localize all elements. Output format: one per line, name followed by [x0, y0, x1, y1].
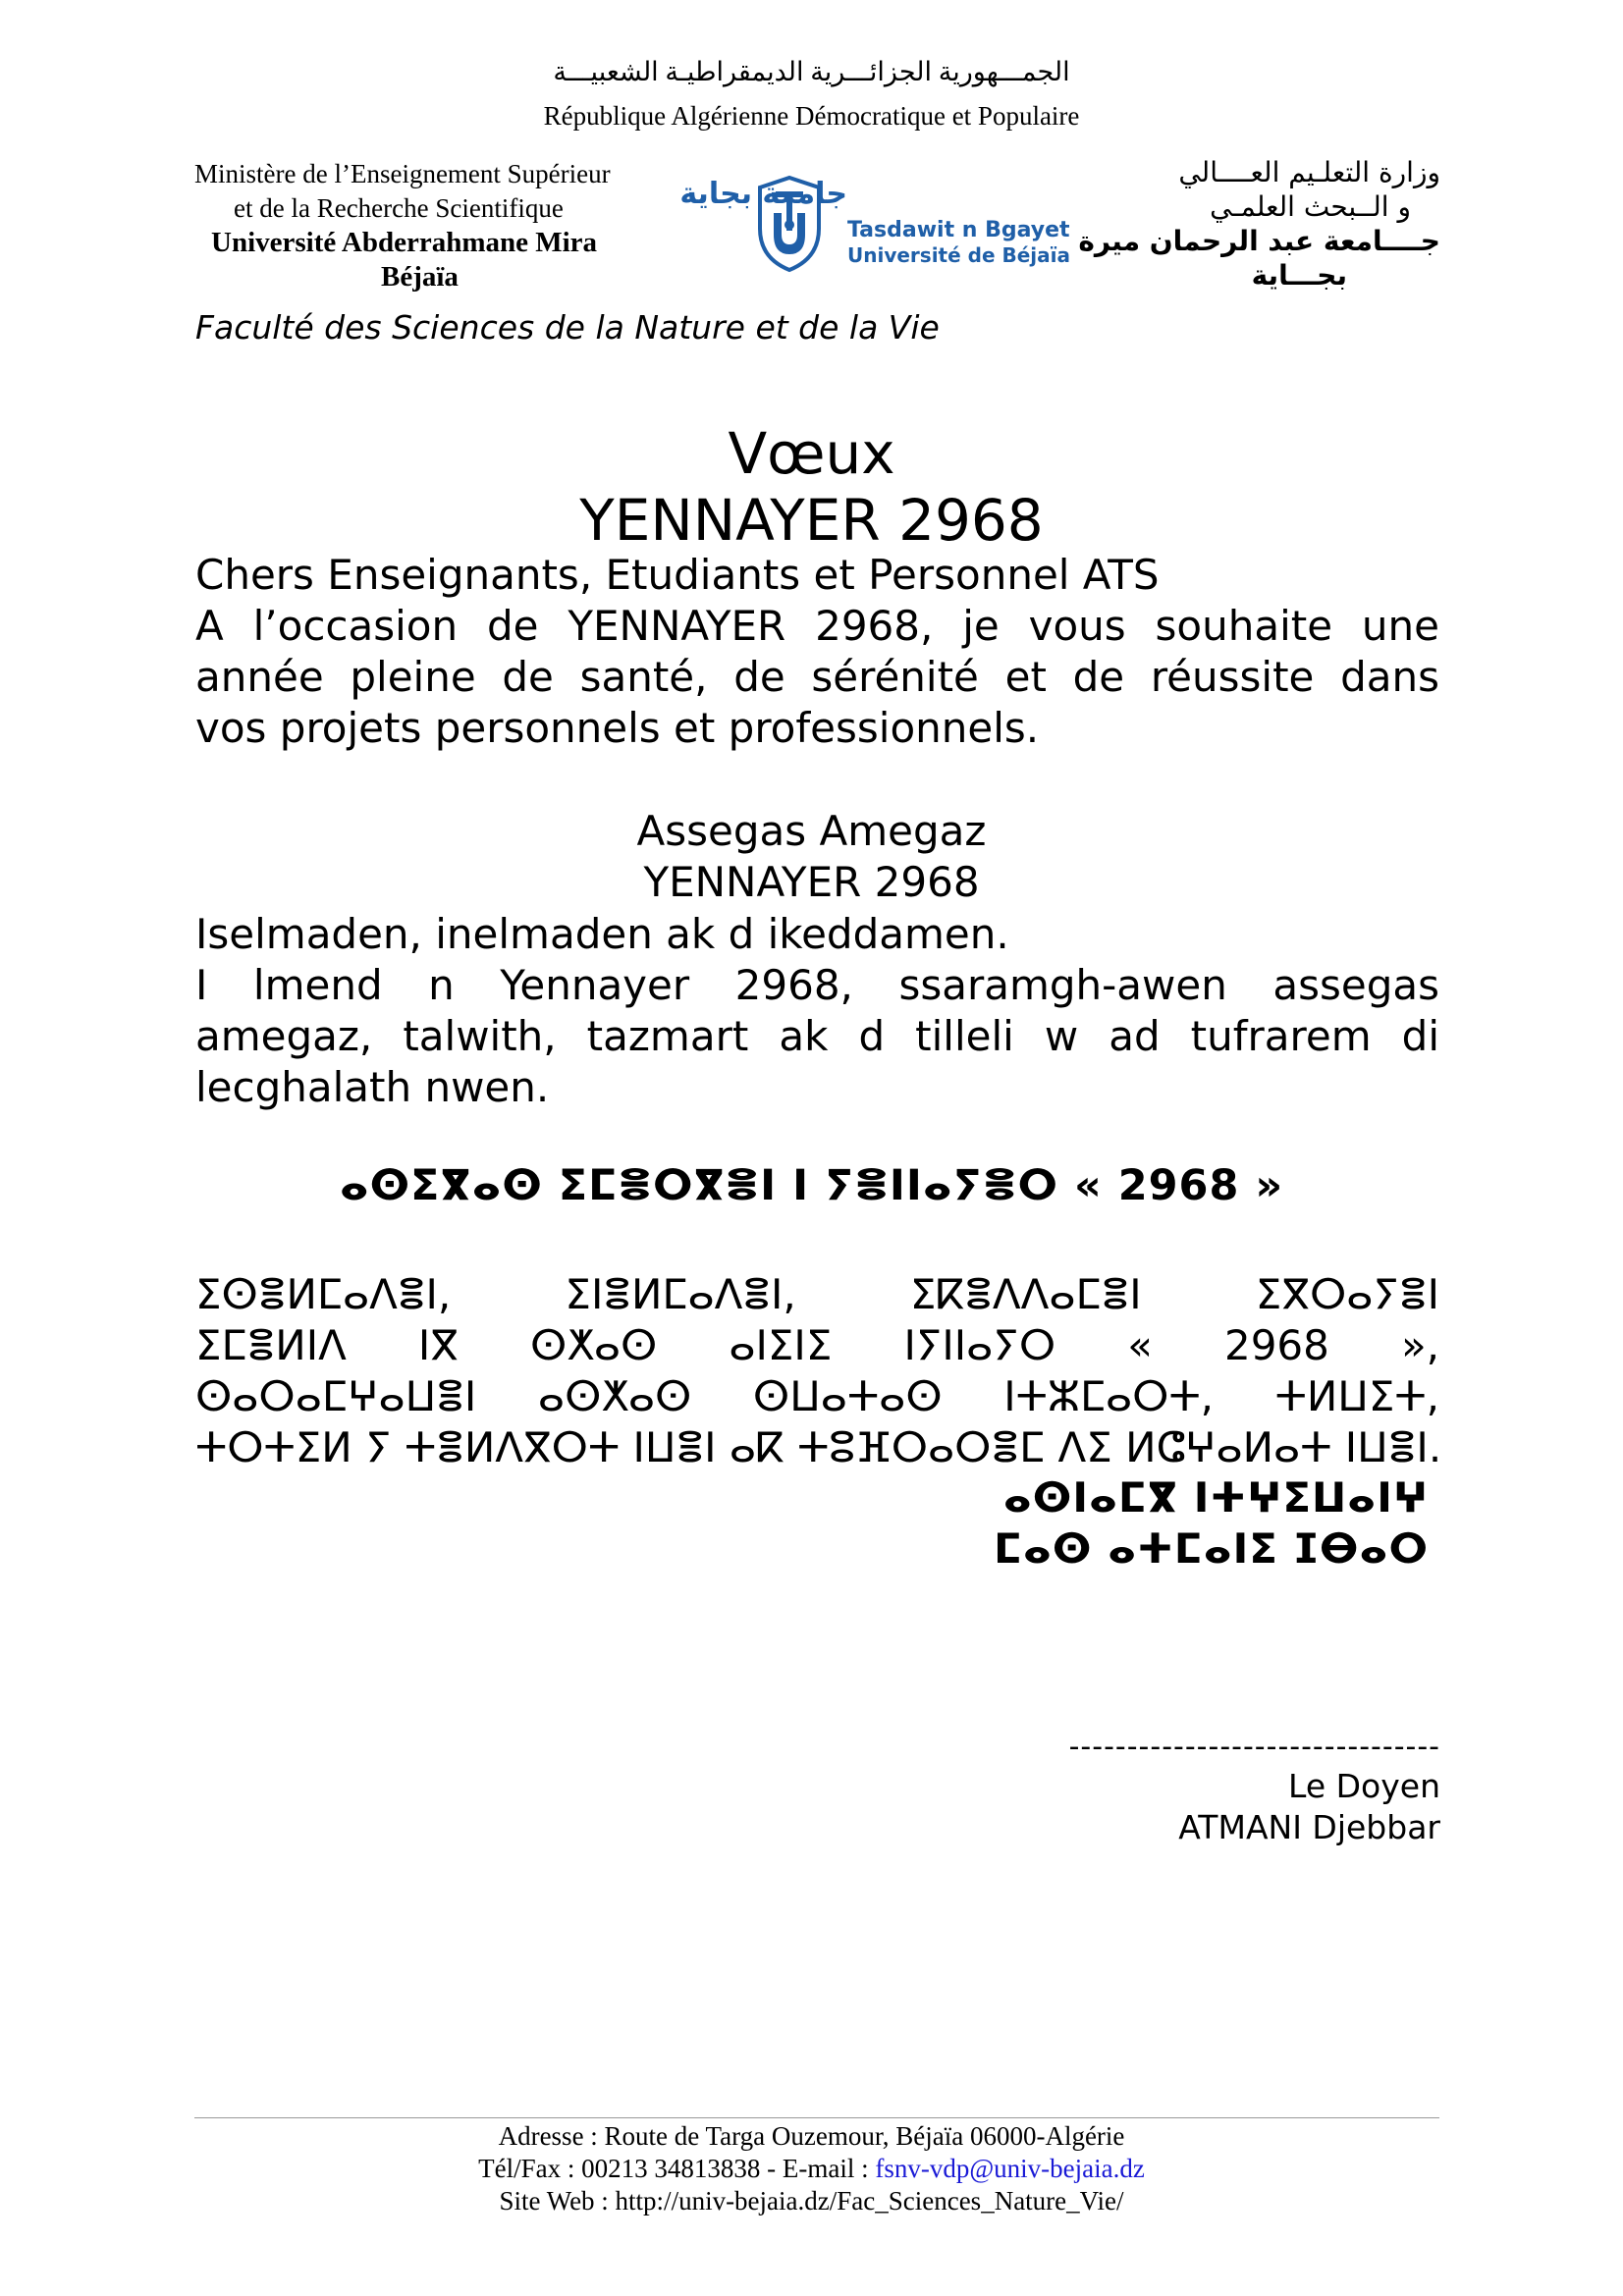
- tifinagh-message: [195, 1269, 1442, 1473]
- signature-line: --------------------------------: [1068, 1730, 1440, 1764]
- signatory-title: Le Doyen: [1288, 1767, 1440, 1805]
- wish-kabyle: [195, 960, 1439, 1113]
- footer-website: Site Web : http://univ-bejaia.dz/Fac_Sciences_Nature_Vie/: [499, 2186, 1124, 2216]
- university-city-ar: بجـــاية: [1251, 259, 1347, 292]
- republic-arabic: الجمـــهورية الجزائـــرية الديمقراطيـة الشعبيـــة: [553, 57, 1070, 86]
- kabyle-subtitle: YENNAYER 2968: [643, 858, 980, 906]
- wish-line: année pleine de santé, de sérénité et de réussite dans: [195, 653, 1439, 701]
- logo-arabic-text: جامعة بجاية: [679, 177, 847, 211]
- university-name-ar: جــــامعة عبد الرحمان ميرة: [1078, 225, 1440, 257]
- logo-line-2: Université de Béjaïa: [847, 243, 1071, 267]
- kabyle-wish-line: lecghalath nwen.: [195, 1063, 550, 1111]
- logo-line-1: Tasdawit n Bgayet: [847, 218, 1070, 242]
- tifinagh-title: ⴰⵙⵉⴳⴰⵙ ⵉⵎⴻⵔⴳⴻⵏ ⵏ ⵢⴻⵏⵏⴰⵢⴻⵔ « 2968 »: [339, 1161, 1284, 1210]
- signatory-name: ATMANI Djebbar: [1178, 1808, 1440, 1846]
- wish-line: A l’occasion de YENNAYER 2968, je vous souhaite une: [195, 602, 1439, 650]
- republic-french: République Algérienne Démocratique et Populaire: [543, 101, 1080, 131]
- kabyle-title: Assegas Amegaz: [636, 807, 987, 855]
- kabyle-wish-line: I lmend n Yennayer 2968, ssaramgh-awen assegas: [195, 961, 1439, 1009]
- ministry-block-french: [194, 157, 685, 294]
- greeting-title: Vœux: [728, 420, 895, 487]
- tifinagh-sign-line: ⴰⵙⵏⴰⵎⴳ ⵏⵜⵖⵉⵡⴰⵏⵖ: [1002, 1473, 1429, 1522]
- wish-french: [195, 601, 1439, 754]
- salutation-kabyle: [195, 909, 1439, 960]
- wish-line: vos projets personnels et professionnels.: [195, 704, 1040, 752]
- salutation-french: [195, 550, 1439, 601]
- kabyle-salutation-text: Iselmaden, inelmaden ak d ikeddamen.: [195, 910, 1009, 958]
- footer-address: Adresse : Route de Targa Ouzemour, Béjaïa 06000-Algérie: [498, 2121, 1125, 2151]
- ministry-line: Ministère de l’Enseignement Supérieur: [194, 159, 611, 188]
- greeting-subtitle: YENNAYER 2968: [579, 487, 1044, 554]
- tifinagh-line: ⵜⵔⵜⵉⵍ ⵢ ⵜⴻⵍⴷⴳⵔⵜ ⵏⵡⴻⵏ ⴰⴽ ⵜⵓⴼⵔⴰⵔⴻⵎ ⴷⵉ ⵍⵛⵖⴰⵍⴰⵜ ⵏⵡⴻⵏ.: [195, 1423, 1442, 1471]
- tifinagh-line: ⵉⵎⴻⵍⵏⴷ ⵏⴳ ⵙⵅⴰⵙ ⴰⵏⵉⵏⵉ ⵏⵢⵏⵏⴰⵢⵔ « 2968 »,: [195, 1321, 1439, 1369]
- ministry-line-ar-2: و الــبحث العلمـي: [1210, 190, 1411, 223]
- kabyle-wish-line: amegaz, talwith, tazmart ak d tilleli w ad tufrarem di: [195, 1012, 1439, 1060]
- ministry-line-2: et de la Recherche Scientifique: [234, 193, 564, 223]
- footer-phone: Tél/Fax : 00213 34813838 - E-mail :: [478, 2154, 876, 2183]
- tifinagh-line: ⵙⴰⵔⴰⵎⵖⴰⵡⴻⵏ ⴰⵙⵅⴰⵙ ⵙⵡⴰⵜⴰⵙ ⵏⵜⵣⵎⴰⵔⵜ, ⵜⵍⵡⵉⵜ,: [195, 1372, 1439, 1420]
- university-city: Béjaïa: [381, 261, 459, 293]
- university-logo-icon: [679, 174, 1071, 274]
- faculty-name: Faculté des Sciences de la Nature et de la Vie: [195, 308, 940, 347]
- ministry-block-arabic: [1028, 155, 1440, 293]
- university-logo: [679, 174, 1071, 274]
- university-name: Université Abderrahmane Mira: [211, 227, 598, 258]
- footer-contact: [0, 2153, 1623, 2185]
- salutation-text: Chers Enseignants, Etudiants et Personnel ATS: [195, 551, 1160, 599]
- footer-email-link[interactable]: fsnv-vdp@univ-bejaia.dz: [875, 2154, 1145, 2183]
- tifinagh-signature: [994, 1472, 1429, 1575]
- ministry-line-ar: وزارة التعلـيم العــــالي: [1178, 156, 1440, 188]
- footer-divider: [194, 2117, 1439, 2118]
- tifinagh-line: ⵉⵙⴻⵍⵎⴰⴷⴻⵏ, ⵉⵏⴻⵍⵎⴰⴷⴻⵏ, ⵉⴽⴻⴷⴷⴰⵎⴻⵏ ⵉⴳⵔⴰⵢⴻⵏ: [195, 1270, 1439, 1318]
- tifinagh-sign-line: ⵎⴰⵙ ⴰⵜⵎⴰⵏⵉ ⵊⴱⴰⵔ: [994, 1524, 1429, 1573]
- footer: [0, 2120, 1623, 2217]
